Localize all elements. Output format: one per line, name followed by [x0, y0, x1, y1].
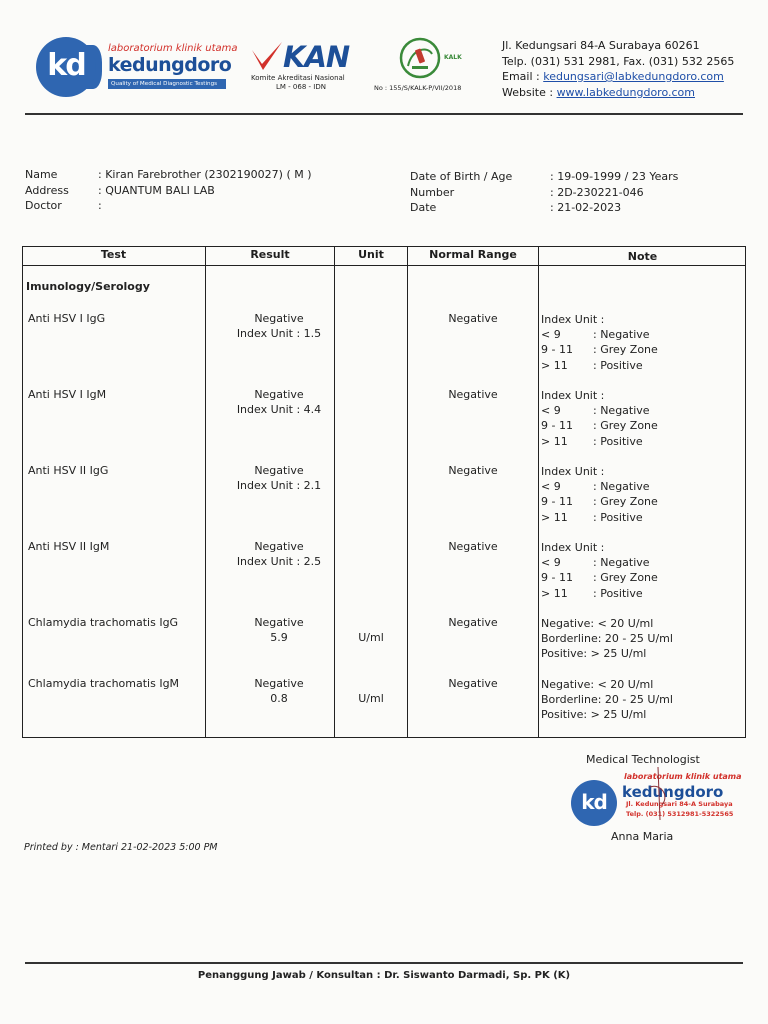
email-label: Email : — [502, 70, 544, 83]
note-line — [541, 358, 658, 373]
address-label: Address — [25, 183, 69, 197]
name-label: Name — [25, 168, 58, 181]
footer-divider — [25, 962, 743, 964]
note-line — [541, 327, 658, 342]
number-label: Number — [410, 185, 455, 199]
section-title: Imunology/Serology — [26, 280, 150, 293]
note-key: Negative — [541, 678, 591, 691]
result-unit: U/ml — [358, 692, 384, 705]
result-status: Negative — [254, 677, 304, 690]
note-value: : Negative — [593, 328, 650, 342]
note-line — [541, 464, 658, 479]
note-key: > 11 — [541, 434, 568, 448]
note-line — [541, 616, 673, 631]
result-value: 5.9 — [270, 631, 288, 644]
kalk-number: No : 155/S/KALK-P/VII/2018 — [374, 84, 462, 92]
lab-name: kedungdoro — [108, 54, 232, 76]
patient-dob: : 19-09-1999 / 23 Years — [550, 170, 679, 183]
footer-consultant: Penanggung Jawab / Konsultan : Dr. Siswanto Darmadi, Sp. PK (K) — [197, 970, 571, 981]
note-block — [541, 540, 658, 601]
note-value: : Grey Zone — [593, 495, 658, 509]
note-key: 9 - 11 — [541, 495, 573, 509]
test-name: Chlamydia trachomatis IgM — [28, 677, 180, 690]
note-value: : > 25 U/ml — [583, 647, 647, 661]
note-line — [541, 479, 658, 494]
note-key: Index Unit : — [541, 541, 605, 554]
col-divider — [538, 246, 539, 738]
lab-website-line — [502, 85, 734, 101]
note-value: : Grey Zone — [593, 343, 658, 357]
result-status: Negative — [254, 464, 304, 477]
note-key: Index Unit : — [541, 465, 605, 478]
note-value: : Grey Zone — [593, 571, 658, 585]
note-key: < 9 — [541, 328, 561, 342]
kan-logo-text: KAN — [283, 40, 350, 74]
note-line — [541, 494, 658, 509]
patient-number: : 2D-230221-046 — [550, 185, 644, 199]
normal-range: Negative — [448, 388, 498, 401]
note-key: Positive — [541, 647, 584, 661]
result-status: Negative — [254, 540, 304, 553]
lab-address: Jl. Kedungsari 84-A Surabaya 60261 — [502, 39, 700, 52]
kalk-microscope-icon — [398, 36, 444, 80]
contact-block — [502, 38, 734, 100]
lab-phone: Telp. (031) 531 2981, Fax. (031) 532 2565 — [502, 54, 735, 68]
website-label: Website : — [502, 85, 557, 99]
normal-range: Negative — [448, 616, 498, 629]
note-line — [541, 570, 658, 585]
website-link[interactable]: www.labkedungdoro.com — [556, 85, 695, 99]
col-header-note: Note — [627, 250, 658, 263]
dob-label: Date of Birth / Age — [410, 170, 513, 183]
result-unit: U/ml — [358, 631, 384, 644]
note-key: 9 - 11 — [541, 419, 573, 433]
patient-doctor: : — [98, 199, 102, 212]
note-key: < 9 — [541, 404, 561, 418]
note-key: < 9 — [541, 556, 561, 570]
note-key: > 11 — [541, 586, 568, 600]
note-value: : Positive — [593, 434, 643, 448]
normal-range: Negative — [448, 677, 498, 690]
note-key: Borderline — [541, 693, 598, 707]
note-line — [541, 555, 658, 570]
note-line — [541, 403, 658, 418]
note-value: : > 25 U/ml — [583, 708, 647, 722]
note-key: > 11 — [541, 358, 568, 372]
note-value: : Grey Zone — [593, 419, 658, 433]
stamp-address: Jl. Kedungsari 84-A Surabaya — [626, 800, 733, 808]
note-line — [541, 418, 658, 433]
note-value: : Negative — [593, 556, 650, 570]
col-header-range: Normal Range — [429, 248, 517, 261]
note-line — [541, 631, 673, 646]
lab-email-line — [502, 69, 734, 85]
note-key: > 11 — [541, 510, 568, 524]
email-link[interactable]: kedungsari@labkedungdoro.com — [543, 70, 724, 83]
note-key: Borderline — [541, 632, 598, 646]
note-key: Index Unit : — [541, 389, 605, 402]
result-status: Negative — [254, 312, 304, 325]
note-value: : Positive — [593, 586, 643, 600]
note-value: : < 20 U/ml — [590, 617, 654, 630]
note-line — [541, 586, 658, 601]
signer-name: Anna Maria — [611, 830, 674, 843]
patient-labels-left — [25, 167, 69, 214]
test-name: Anti HSV I IgM — [28, 388, 107, 401]
note-value: : Positive — [593, 510, 643, 524]
note-value: : Negative — [593, 480, 650, 494]
note-block — [541, 388, 658, 449]
note-value: : Negative — [593, 404, 650, 418]
note-line — [541, 434, 658, 449]
result-status: Negative — [254, 388, 304, 401]
result-value: Index Unit : 2.5 — [236, 555, 322, 568]
patient-values-left — [98, 167, 312, 214]
kd-logo-mark: kd — [36, 37, 96, 97]
signature-title: Medical Technologist — [586, 753, 700, 766]
col-header-test: Test — [100, 248, 127, 261]
kalk-label: KALK — [444, 54, 462, 61]
note-value: : < 20 U/ml — [590, 678, 654, 691]
note-line — [541, 646, 673, 661]
stamp-logo-mark: kd — [571, 780, 617, 826]
signature-scribble — [640, 765, 680, 825]
note-value: : 20 - 25 U/ml — [597, 693, 673, 707]
result-value: 0.8 — [270, 692, 288, 705]
note-block — [541, 616, 673, 662]
patient-address: : QUANTUM BALI LAB — [98, 183, 215, 197]
test-name: Chlamydia trachomatis IgG — [28, 616, 179, 629]
note-value: : 20 - 25 U/ml — [597, 632, 673, 646]
result-status: Negative — [254, 616, 304, 629]
col-header-unit: Unit — [358, 248, 384, 261]
stamp-phone: Telp. (031) 5312981-5322565 — [626, 810, 734, 818]
kan-number: LM - 068 - IDN — [276, 83, 326, 91]
col-header-result: Result — [250, 248, 290, 261]
test-name: Anti HSV II IgM — [28, 540, 110, 553]
note-line — [541, 388, 658, 403]
note-block — [541, 464, 658, 525]
patient-values-right — [550, 169, 678, 216]
note-key: Negative — [541, 617, 591, 630]
result-value: Index Unit : 2.1 — [236, 479, 322, 492]
note-key: 9 - 11 — [541, 343, 573, 357]
header-row-divider — [22, 265, 746, 266]
kan-committee: Komite Akreditasi Nasional — [251, 74, 345, 82]
note-key: Index Unit : — [541, 313, 605, 326]
kan-check-icon — [250, 40, 284, 74]
doctor-label: Doctor — [25, 199, 62, 212]
header-divider — [25, 113, 743, 115]
note-line — [541, 692, 673, 707]
note-line — [541, 677, 673, 692]
note-line — [541, 510, 658, 525]
normal-range: Negative — [448, 312, 498, 325]
lab-tagline: Quality of Medical Diagnostic Testings — [108, 79, 226, 89]
date-label: Date — [410, 201, 437, 214]
printed-by: Printed by : Mentari 21-02-2023 5:00 PM — [24, 842, 218, 853]
note-block — [541, 312, 658, 373]
stamp-subtitle: laboratorium klinik utama — [624, 772, 742, 781]
note-key: < 9 — [541, 480, 561, 494]
report-date: : 21-02-2023 — [550, 201, 622, 214]
normal-range: Negative — [448, 540, 498, 553]
test-name: Anti HSV II IgG — [28, 464, 109, 477]
note-line — [541, 540, 658, 555]
test-name: Anti HSV I IgG — [28, 312, 106, 325]
note-line — [541, 342, 658, 357]
note-block — [541, 677, 673, 723]
patient-labels-right — [410, 169, 512, 216]
note-key: 9 - 11 — [541, 571, 573, 585]
stamp-lab-name: kedungdoro — [622, 783, 724, 801]
note-value: : Positive — [593, 358, 643, 372]
result-value: Index Unit : 1.5 — [236, 327, 322, 340]
patient-name: : Kiran Farebrother (2302190027) ( M ) — [98, 168, 312, 181]
note-line — [541, 707, 673, 722]
result-value: Index Unit : 4.4 — [236, 403, 322, 416]
lab-subtitle: laboratorium klinik utama — [108, 43, 238, 54]
normal-range: Negative — [448, 464, 498, 477]
note-line — [541, 312, 658, 327]
note-key: Positive — [541, 708, 584, 722]
